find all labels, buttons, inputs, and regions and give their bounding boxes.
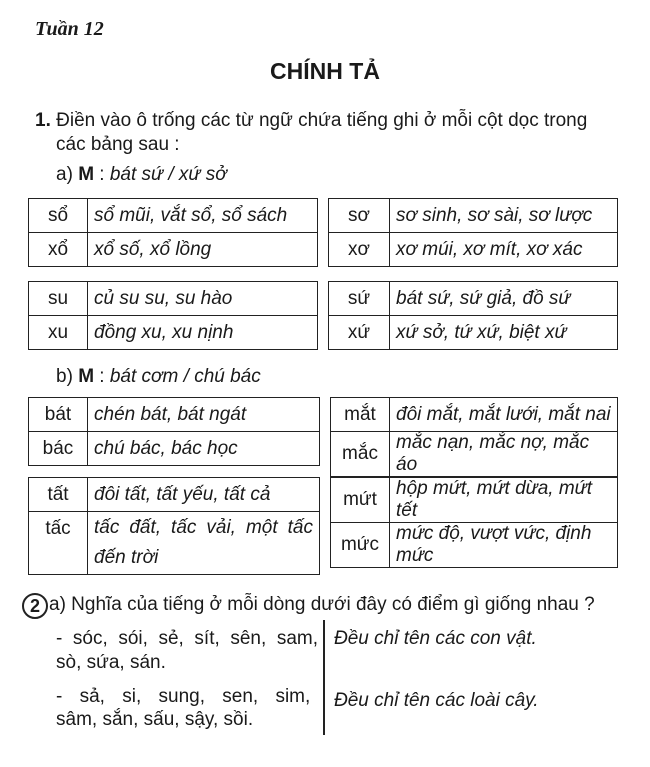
- word-table-a-1: [28, 198, 318, 267]
- word-table-a-4: [328, 281, 618, 350]
- row2-words-line1: [56, 686, 318, 708]
- divider-line: [323, 620, 325, 735]
- table-row: [331, 432, 618, 477]
- words-cell: sổ mũi, vắt sổ, sổ sách: [88, 199, 318, 233]
- syllable-cell: su: [29, 282, 88, 316]
- syllable-cell: tất: [29, 478, 88, 512]
- table-row: [29, 316, 318, 350]
- week-label: Tuần 12: [35, 18, 104, 40]
- q1-prompt: [35, 110, 587, 132]
- q2-number-circle: 2: [22, 593, 48, 619]
- sep: :: [94, 164, 110, 185]
- syllable-cell: mắc: [331, 432, 390, 477]
- syllable-cell: mứt: [331, 478, 390, 523]
- words-cell: đôi tất, tất yếu, tất cả: [88, 478, 320, 512]
- syllable-cell: tấc: [29, 512, 88, 575]
- syllable-cell: bác: [29, 432, 88, 466]
- table-row: [329, 282, 618, 316]
- words-cell: xứ sở, tứ xứ, biệt xứ: [390, 316, 618, 350]
- page-title: CHÍNH TẢ: [270, 58, 380, 84]
- table-row: [29, 432, 320, 466]
- q2-prompt: a) Nghĩa của tiếng ở mỗi dòng dưới đây có điểm gì giống nhau ?: [49, 594, 595, 615]
- sep: :: [94, 366, 110, 387]
- syllable-cell: sứ: [329, 282, 390, 316]
- words-cell: xơ múi, xơ mít, xơ xác: [390, 233, 618, 267]
- table-row: [29, 398, 320, 432]
- word-table-a-3: [28, 281, 318, 350]
- model-marker: M: [78, 366, 95, 387]
- words-cell: chén bát, bát ngát: [88, 398, 320, 432]
- example-text: bát cơm / chú bác: [109, 366, 261, 387]
- word-table-b-1: [28, 397, 320, 466]
- q1-prompt-line2: các bảng sau :: [56, 134, 180, 155]
- table-row: [29, 282, 318, 316]
- model-marker: M: [78, 164, 95, 185]
- table-row: [329, 199, 618, 233]
- row1-words-line2: sò, sứa, sán.: [56, 652, 166, 673]
- row2-answer: Đều chỉ tên các loài cây.: [334, 690, 539, 711]
- row2-words-line2: sâm, sắn, sấu, sậy, sồi.: [56, 709, 254, 730]
- word-table-b-2: [330, 397, 618, 477]
- syllable-cell: sổ: [29, 199, 88, 233]
- example-text: bát sứ / xứ sở: [109, 164, 227, 185]
- words-cell: bát sứ, sứ giả, đồ sứ: [390, 282, 618, 316]
- syllable-cell: bát: [29, 398, 88, 432]
- words-cell: xổ số, xổ lồng: [88, 233, 318, 267]
- part-b-label: [56, 366, 261, 388]
- table-row: [29, 233, 318, 267]
- part-label: a): [56, 164, 73, 185]
- words-cell: tấc đất, tấc vải, một tấc đến trời: [88, 512, 320, 575]
- table-row: [331, 478, 618, 523]
- words-cell: hộp mứt, mứt dừa, mứt tết: [390, 478, 618, 523]
- part-a-label: [56, 164, 227, 186]
- word-table-a-2: [328, 198, 618, 267]
- words-cell: mức độ, vượt vức, định mức: [390, 523, 618, 568]
- table-row: [29, 199, 318, 233]
- syllable-cell: xổ: [29, 233, 88, 267]
- row1-words-line1: - sóc, sói, sẻ, sít, sên, sam,: [56, 628, 318, 649]
- table-row: [29, 512, 320, 575]
- table-row: [329, 233, 618, 267]
- syllable-cell: mức: [331, 523, 390, 568]
- row2-words: - sả, si, sung, sen, sim,: [56, 686, 311, 707]
- q1-prompt-line1: Điền vào ô trống các từ ngữ chứa tiếng ghi ở mỗi cột dọc trong: [56, 110, 588, 131]
- table-row: [29, 478, 320, 512]
- part-label: b): [56, 366, 73, 387]
- word-table-b-4: [330, 477, 618, 568]
- q1-number: 1.: [35, 110, 51, 131]
- words-cell: sơ sinh, sơ sài, sơ lược: [390, 199, 618, 233]
- table-row: [331, 398, 618, 432]
- words-cell: đôi mắt, mắt lưới, mắt nai: [390, 398, 618, 432]
- words-cell: chú bác, bác học: [88, 432, 320, 466]
- words-cell: mắc nạn, mắc nợ, mắc áo: [390, 432, 618, 477]
- row1-answer: Đều chỉ tên các con vật.: [334, 628, 537, 649]
- table-row: [331, 523, 618, 568]
- syllable-cell: xu: [29, 316, 88, 350]
- word-table-b-3: [28, 477, 320, 575]
- syllable-cell: xơ: [329, 233, 390, 267]
- syllable-cell: sơ: [329, 199, 390, 233]
- words-cell: củ su su, su hào: [88, 282, 318, 316]
- words-cell: đồng xu, xu nịnh: [88, 316, 318, 350]
- table-row: [329, 316, 618, 350]
- syllable-cell: mắt: [331, 398, 390, 432]
- syllable-cell: xứ: [329, 316, 390, 350]
